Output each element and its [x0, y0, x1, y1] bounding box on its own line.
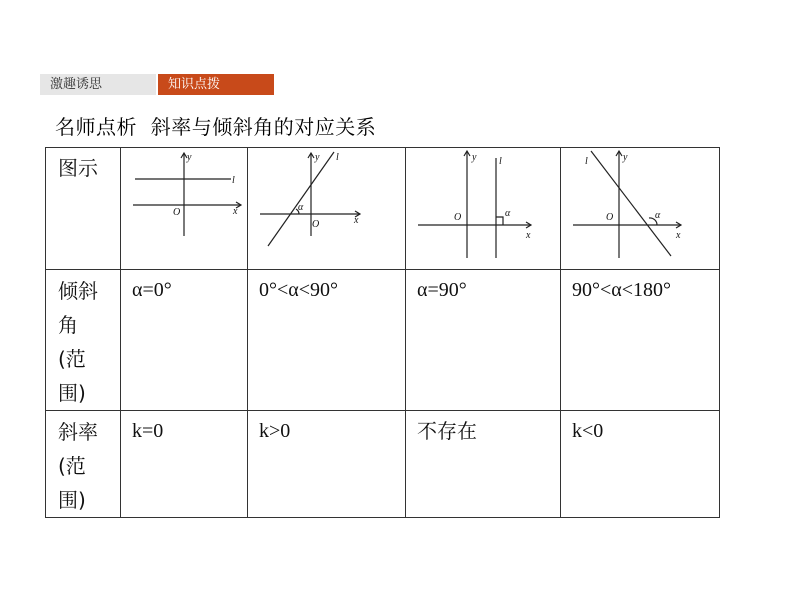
graph-vertical-line — [406, 148, 561, 268]
graph-obtuse-angle — [561, 148, 720, 268]
y-label: y — [472, 152, 477, 163]
section-tabs — [40, 74, 274, 95]
line-label: l — [585, 156, 588, 167]
x-label: x — [526, 230, 531, 241]
y-label: y — [315, 152, 320, 163]
angle-label: α — [505, 208, 511, 219]
right-angle-mark — [496, 217, 503, 225]
line-l — [591, 151, 671, 256]
slope-angle-table — [45, 147, 720, 518]
origin-label: O — [454, 212, 462, 223]
angle-label: α — [298, 202, 304, 213]
tab-motivation[interactable]: 激趣诱思 — [40, 74, 156, 95]
graph-acute-angle — [248, 148, 406, 268]
page-title: 名师点析 斜率与倾斜角的对应关系 — [55, 115, 377, 139]
line-label: l — [336, 152, 339, 163]
angle-value: α=0° — [121, 270, 248, 411]
origin-label: O — [173, 207, 181, 218]
table-row-slope — [46, 411, 720, 518]
x-label: x — [233, 206, 238, 217]
line-label: l — [232, 175, 235, 186]
graph-cell-horizontal — [121, 148, 248, 270]
y-label: y — [187, 152, 192, 163]
slope-value: k=0 — [121, 411, 248, 518]
angle-value: 0°<α<90° — [248, 270, 406, 411]
table-row-diagram — [46, 148, 720, 270]
slope-value: k<0 — [561, 411, 720, 518]
table-row-angle — [46, 270, 720, 411]
angle-value: 90°<α<180° — [561, 270, 720, 411]
angle-label: α — [655, 210, 661, 221]
graph-cell-acute — [248, 148, 406, 270]
angle-value: α=90° — [406, 270, 561, 411]
graph-cell-vertical — [406, 148, 561, 270]
slope-value: k>0 — [248, 411, 406, 518]
row-header-diagram: 图示 — [46, 148, 121, 270]
graph-cell-obtuse — [561, 148, 720, 270]
slope-value: 不存在 — [406, 411, 561, 518]
graph-horizontal-line — [121, 148, 248, 268]
line-l — [268, 152, 334, 246]
origin-label: O — [312, 219, 320, 230]
x-label: x — [354, 215, 359, 226]
tab-knowledge-points[interactable]: 知识点拨 — [158, 74, 274, 95]
origin-label: O — [606, 212, 614, 223]
line-label: l — [499, 156, 502, 167]
y-label: y — [623, 152, 628, 163]
row-header-slope: 斜率 (范 围) — [46, 411, 121, 518]
row-header-angle: 倾斜 角 (范 围) — [46, 270, 121, 411]
x-label: x — [676, 230, 681, 241]
